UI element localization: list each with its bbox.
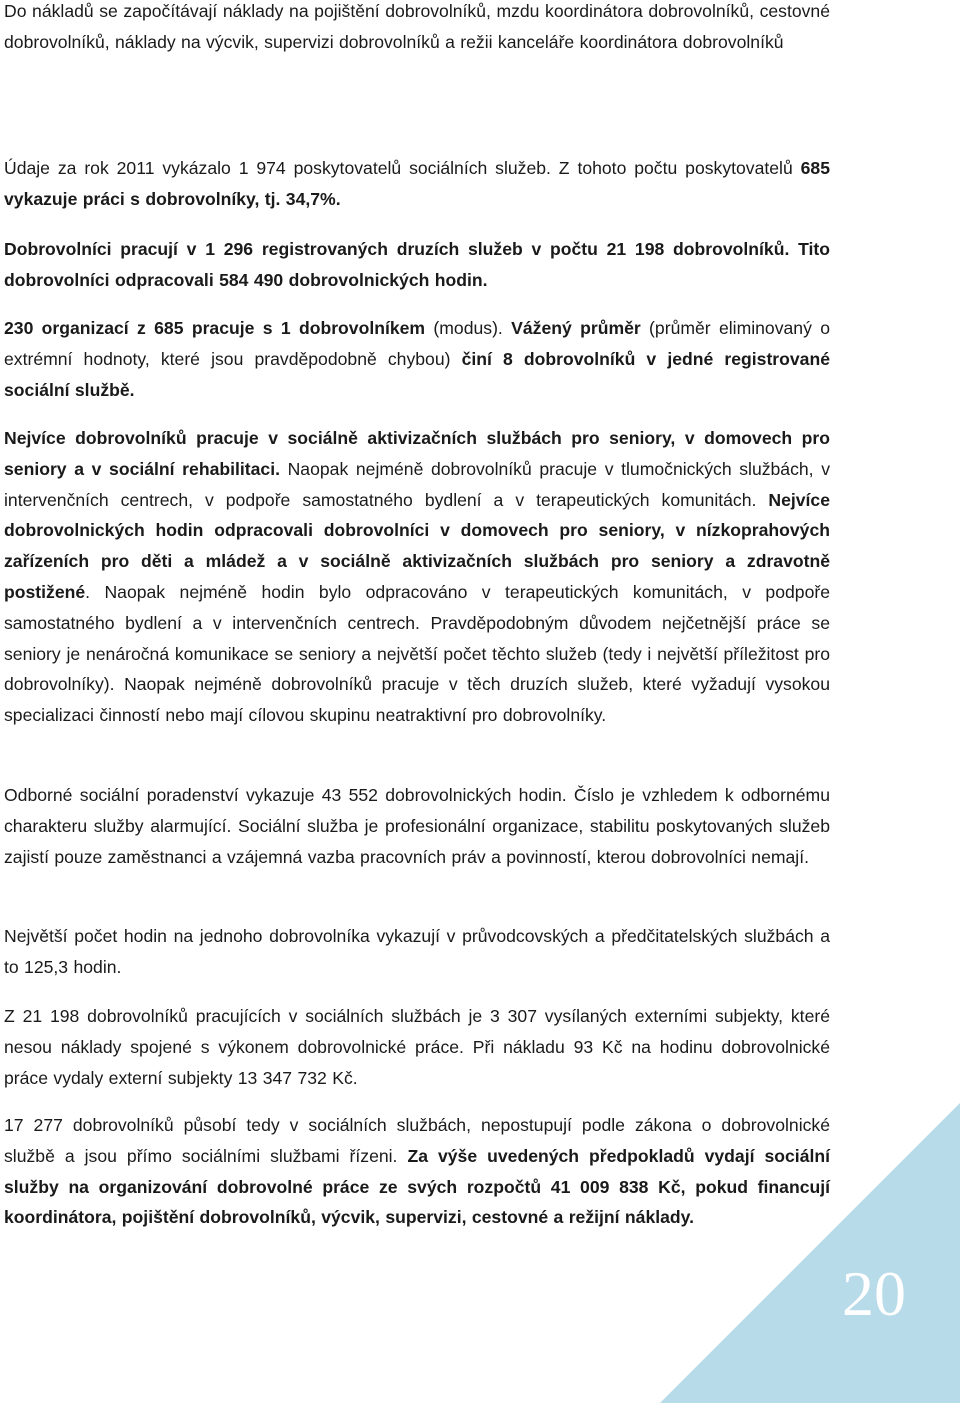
distribution-text-2: . Naopak nejméně hodin bylo odpracováno v terapeutických komunitách, v podpoře samostatného bydlení a v intervenčních centrech. Pravděpodobným důvodem nejčetnější práce se seniory je nenáročná komunikace se seniory a největší počet těchto služeb (tedy i největší příležitost pro dobrovolníky). Naopak nejméně dobrovolníků pracuje v těch druzích služeb, které vyžadují vysokou specializaci činností nebo mají cílovou skupinu neatraktivní pro dobrovolníky.	[4, 581, 830, 726]
paragraph-counselling: Odborné sociální poradenství vykazuje 43 552 dobrovolnických hodin. Číslo je vzhledem k odbornému charakteru služby alarmující. Sociální služba je profesionální organizace, stabilitu poskytovaných služeb zajistí pouze zaměstnanci a vzájemná vazba pracovních práv a povinností, kterou dobrovolníci nemají.	[4, 785, 830, 867]
conclusion-text: 17 277 dobrovolníků působí tedy v sociálních službách, nepostupují podle zákona o dobrovolnické službě a jsou přímo sociálními službami řízeni.	[4, 1115, 830, 1166]
distribution-highlight-1: Nejvíce dobrovolníků pracuje v sociálně aktivizačních službách pro seniory, v domovech pro seniory a v sociální rehabilitaci.	[4, 428, 830, 479]
distribution-text-1: Naopak nejméně dobrovolníků pracuje v tlumočnických službách, v intervenčních centrech, v podpoře samostatného bydlení a v terapeutických komunitách.	[4, 458, 830, 510]
paragraph-costs: Do nákladů se započítávají náklady na pojištění dobrovolníků, mzdu koordinátora dobrovolníků, cestovné dobrovolníků, náklady na výcvik, supervizi dobrovolníků a režii kanceláře koordinátora dobrovolníků	[4, 1, 830, 52]
paragraph-hours-per-volunteer: Největší počet hodin na jednoho dobrovolníka vykazují v průvodcovských a předčitatelských službách a to 125,3 hodin.	[4, 926, 830, 977]
paragraph-distribution	[4, 423, 830, 731]
providers-highlight: 685 vykazuje práci s dobrovolníky, tj. 34,7%.	[4, 158, 830, 209]
conclusion-highlight: Za výše uvedených předpokladů vydají sociální služby na organizování dobrovolné práce ze svých rozpočtů 41 009 838 Kč, pokud financují koordinátora, pojištění dobrovolníků, výcvik, supervizi, cestovné a režijní náklady.	[4, 1145, 830, 1228]
paragraph-conclusion	[4, 1110, 830, 1233]
weighted-average-value: činí 8 dobrovolníků v jedné registrované sociální službě.	[4, 348, 830, 400]
mode-highlight: 230 organizací z 685 pracuje s 1 dobrovolníkem	[4, 318, 426, 338]
providers-text: Údaje za rok 2011 vykázalo 1 974 poskytovatelů sociálních služeb. Z tohoto počtu poskytovatelů	[4, 158, 801, 178]
weighted-average-text: (průměr eliminovaný o extrémní hodnoty, které jsou pravděpodobně chybou)	[4, 318, 830, 369]
paragraph-external-subjects: Z 21 198 dobrovolníků pracujících v sociálních službách je 3 307 vysílaných externími subjekty, které nesou náklady spojené s výkonem dobrovolnické práce. Při nákladu 93 Kč na hodinu dobrovolnické práce vydaly externí subjekty 13 347 732 Kč.	[4, 1006, 830, 1088]
paragraph-providers	[4, 153, 830, 215]
mode-text: (modus).	[425, 318, 512, 338]
paragraph-average	[4, 313, 830, 405]
paragraph-volunteers-count: Dobrovolníci pracují v 1 296 registrovaných druzích služeb v počtu 21 198 dobrovolníků. Tito dobrovolníci odpracovali 584 490 dobrovolnických hodin.	[4, 239, 830, 290]
weighted-average-label: Vážený průměr	[511, 318, 641, 338]
page-number: 20	[842, 1258, 906, 1329]
distribution-highlight-2: Nejvíce dobrovolnických hodin odpracovali dobrovolníci v domovech pro seniory, v nízkoprahových zařízeních pro děti a mládež a v sociálně aktivizačních službách pro seniory a zdravotně postižené	[4, 489, 830, 602]
